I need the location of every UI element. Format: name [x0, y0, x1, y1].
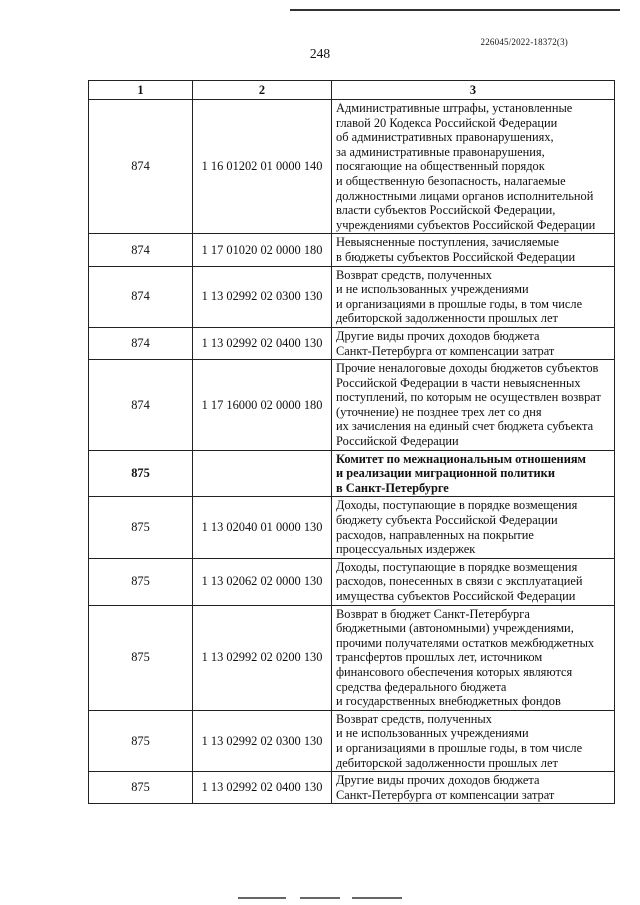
- row-description: Комитет по межнациональным отношениям и реализации миграционной политики в Санкт-Петербурге: [332, 450, 615, 497]
- row-description: Возврат средств, полученных и не использованных учреждениями и организациями в прошлые годы, в том числе дебиторской задолженности прошлых лет: [332, 710, 615, 771]
- row-admin-code: 875: [89, 497, 193, 558]
- page-number: 248: [309, 46, 331, 61]
- row-admin-code: 875: [89, 772, 193, 804]
- row-revenue-code: 1 13 02992 02 0400 130: [193, 327, 332, 359]
- table-row: [89, 100, 615, 234]
- row-revenue-code: 1 13 02992 02 0200 130: [193, 605, 332, 710]
- row-description: Другие виды прочих доходов бюджета Санкт-Петербурга от компенсации затрат: [332, 327, 615, 359]
- revenue-codes-table: [88, 80, 615, 804]
- row-revenue-code: 1 13 02992 02 0300 130: [193, 266, 332, 327]
- table-header-row: [89, 81, 615, 100]
- row-admin-code: 874: [89, 266, 193, 327]
- table-row: [89, 605, 615, 710]
- row-description: Другие виды прочих доходов бюджета Санкт-Петербурга от компенсации затрат: [332, 772, 615, 804]
- table-row: [89, 497, 615, 558]
- row-admin-code: 874: [89, 360, 193, 451]
- row-revenue-code: 1 13 02992 02 0400 130: [193, 772, 332, 804]
- row-revenue-code: 1 13 02062 02 0000 130: [193, 558, 332, 605]
- row-admin-code: 874: [89, 100, 193, 234]
- document-id: 226045/2022-18372(3): [480, 37, 568, 47]
- column-header-1: 1: [89, 81, 193, 100]
- row-revenue-code: 1 17 16000 02 0000 180: [193, 360, 332, 451]
- row-description: Невыясненные поступления, зачисляемые в бюджеты субъектов Российской Федерации: [332, 234, 615, 266]
- table-row: [89, 710, 615, 771]
- table-row: [89, 327, 615, 359]
- scan-artifact-mark: [300, 897, 340, 899]
- table-row: [89, 266, 615, 327]
- row-description: Доходы, поступающие в порядке возмещения бюджету субъекта Российской Федерации расходов, направленных на покрытие процессуальных издержек: [332, 497, 615, 558]
- row-description: Административные штрафы, установленные главой 20 Кодекса Российской Федерации об административных правонарушениях, за административные правонарушения, посягающие на общественный порядок и общественную безопасность, налагаемые должностными лицами органов исполнительной власти субъектов Российской Федерации, учреждениями субъектов Российской Федерации: [332, 100, 615, 234]
- row-revenue-code: 1 17 01020 02 0000 180: [193, 234, 332, 266]
- row-admin-code: 875: [89, 605, 193, 710]
- row-description: Прочие неналоговые доходы бюджетов субъектов Российской Федерации в части невыясненных поступлений, по которым не осуществлен возврат (уточнение) не позднее трех лет со дня их зачисления на единый счет бюджета субъекта Российской Федерации: [332, 360, 615, 451]
- row-revenue-code: 1 13 02992 02 0300 130: [193, 710, 332, 771]
- table-row: [89, 360, 615, 451]
- row-admin-code: 874: [89, 327, 193, 359]
- row-admin-code: 875: [89, 558, 193, 605]
- table-row: [89, 558, 615, 605]
- table-row: [89, 450, 615, 497]
- row-revenue-code: 1 16 01202 01 0000 140: [193, 100, 332, 234]
- column-header-3: 3: [332, 81, 615, 100]
- scan-artifact-mark: [352, 897, 402, 899]
- table-row: [89, 772, 615, 804]
- row-description: Доходы, поступающие в порядке возмещения расходов, понесенных в связи с эксплуатацией имущества субъектов Российской Федерации: [332, 558, 615, 605]
- row-description: Возврат средств, полученных и не использованных учреждениями и организациями в прошлые годы, в том числе дебиторской задолженности прошлых лет: [332, 266, 615, 327]
- table-row: [89, 234, 615, 266]
- scan-border-line: [290, 9, 620, 11]
- column-header-2: 2: [193, 81, 332, 100]
- row-revenue-code: [193, 450, 332, 497]
- row-revenue-code: 1 13 02040 01 0000 130: [193, 497, 332, 558]
- row-admin-code: 875: [89, 710, 193, 771]
- scan-artifact-mark: [238, 897, 286, 899]
- row-description: Возврат в бюджет Санкт-Петербурга бюджетными (автономными) учреждениями, прочими получателями остатков межбюджетных трансфертов прошлых лет, источником финансового обеспечения которых являются средства федерального бюджета и государственных внебюджетных фондов: [332, 605, 615, 710]
- row-admin-code: 874: [89, 234, 193, 266]
- row-admin-code: 875: [89, 450, 193, 497]
